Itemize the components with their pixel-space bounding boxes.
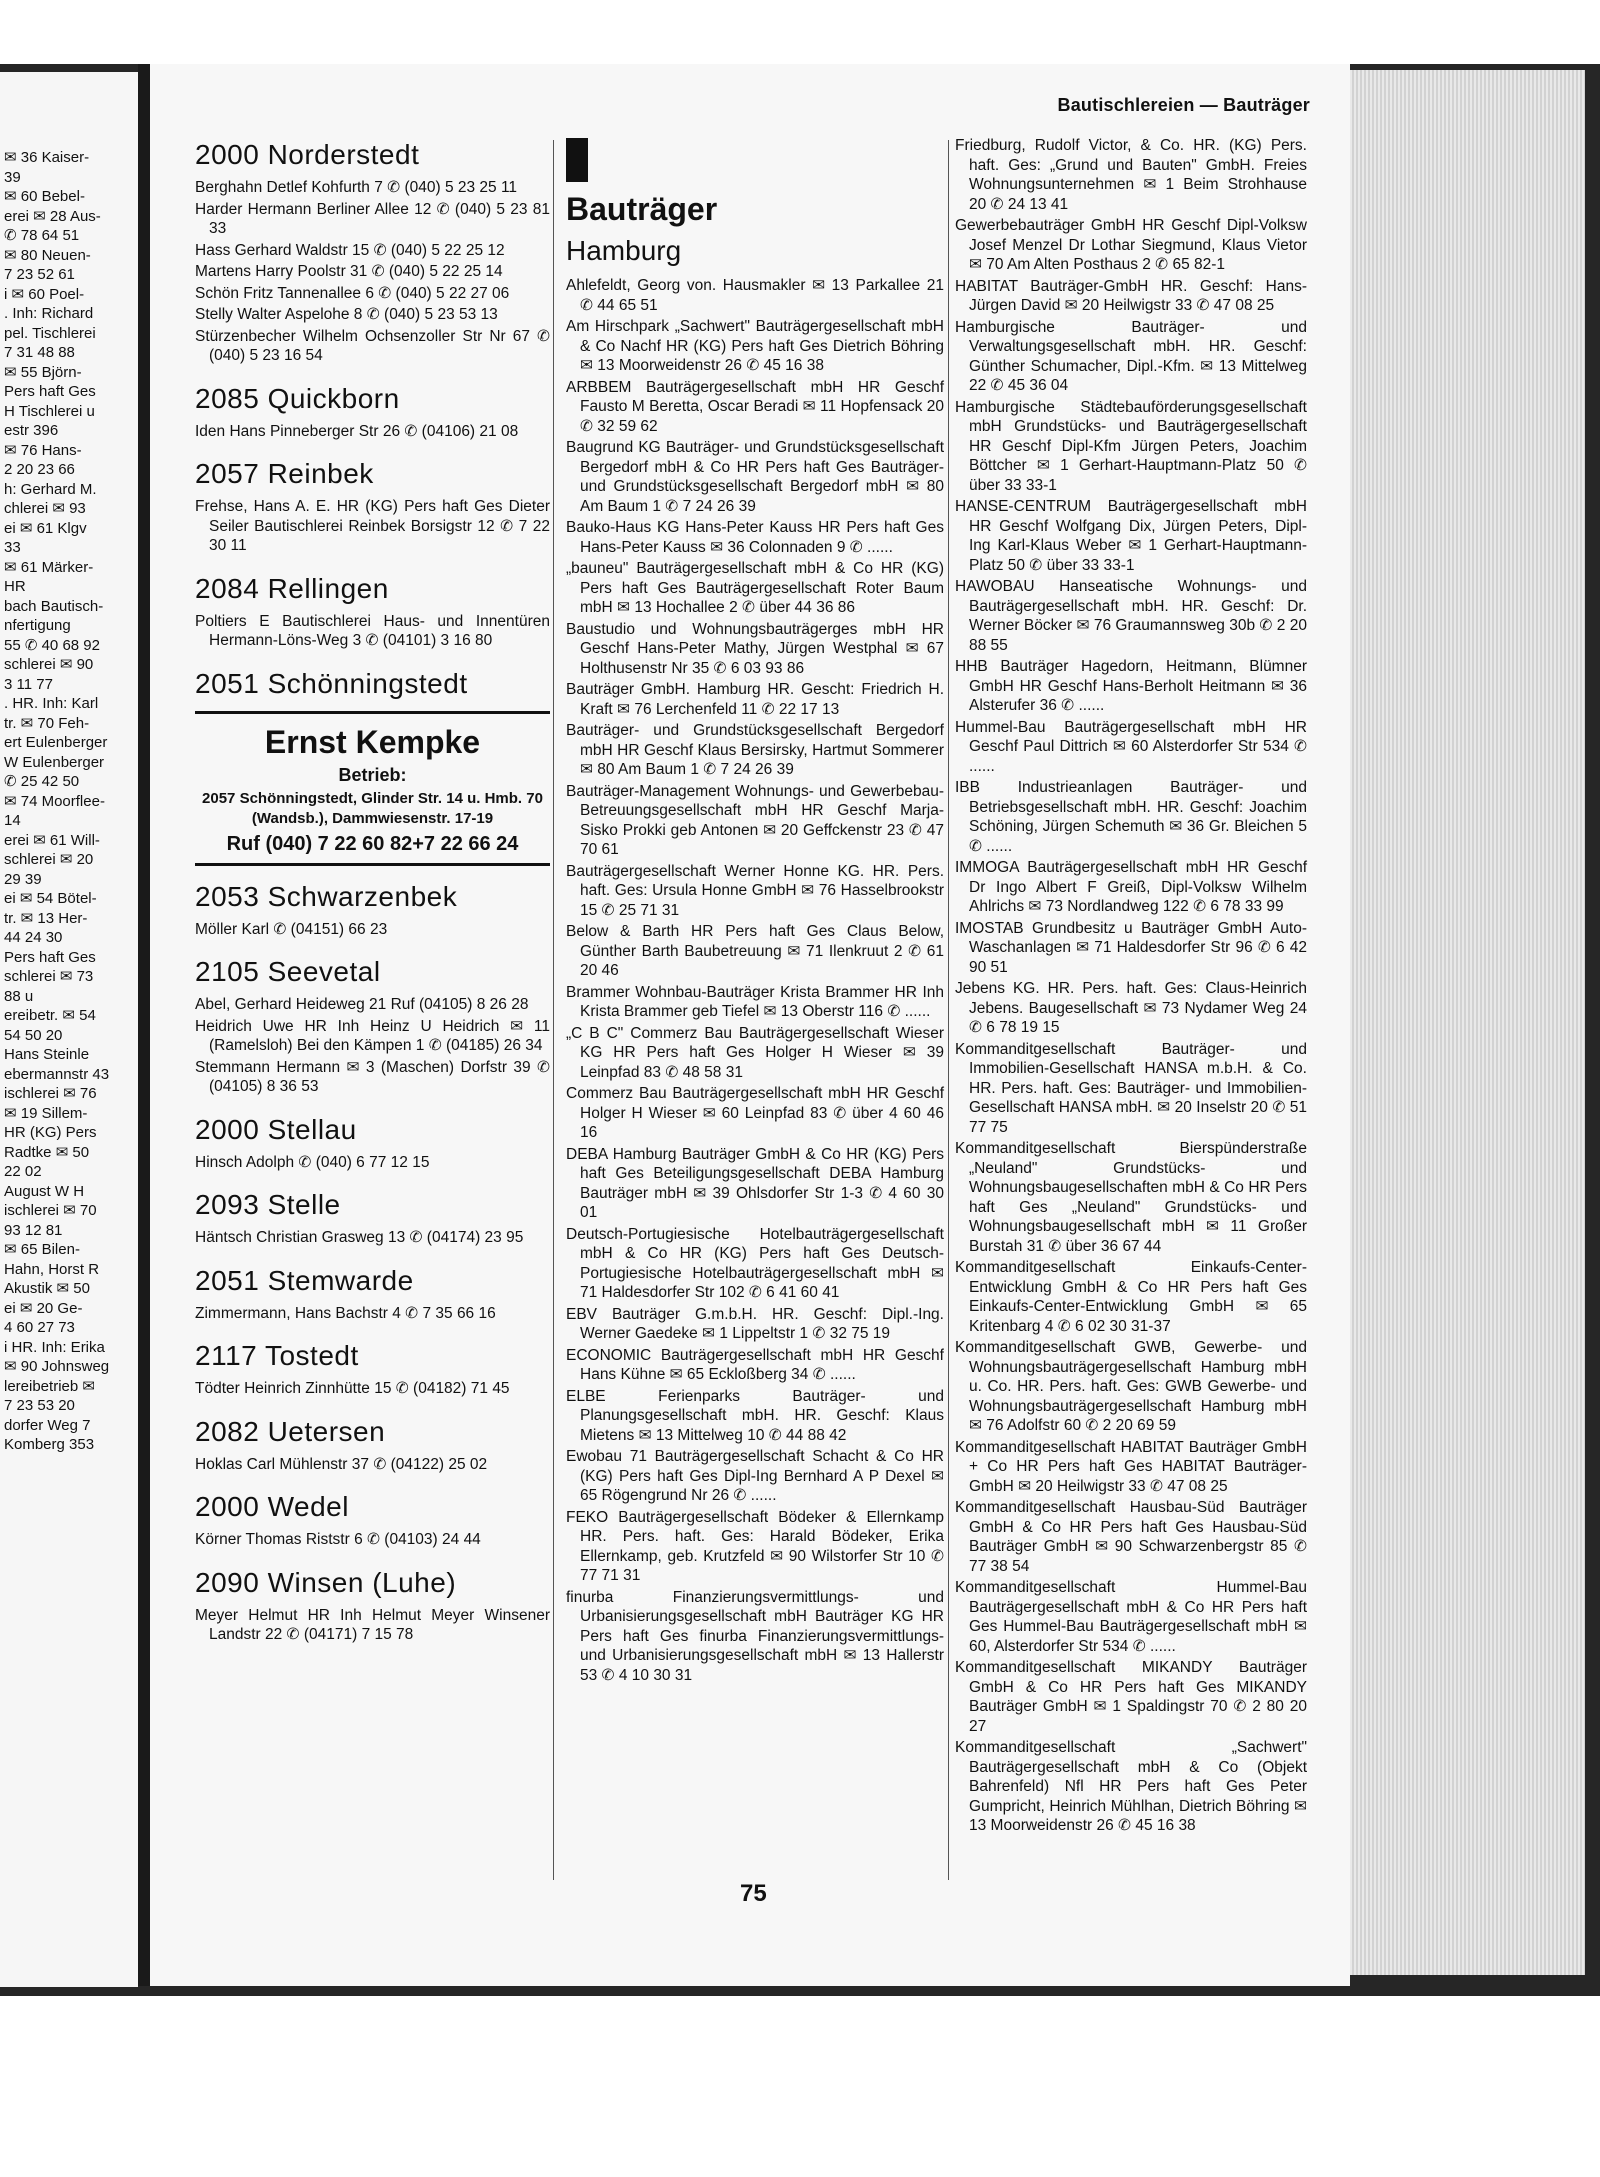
listing-entry: Häntsch Christian Grasweg 13 ✆ (04174) 23 95: [195, 1229, 524, 1246]
listing-entry: Ahlefeldt, Georg von. Hausmakler ✉ 13 Parkallee 21 ✆ 44 65 51: [566, 277, 944, 314]
left-page-line: tr. ✉ 13 Her-: [4, 909, 88, 927]
city-heading: 2093 Stelle: [195, 1189, 341, 1220]
listing-entry: Am Hirschpark „Sachwert" Bauträgergesellschaft mbH & Co Nachf HR (KG) Pers haft Ges Dietrich Böhring ✉ 13 Moorweidenstr 26 ✆ 45 16 38: [566, 318, 944, 374]
listing-entry: Poltiers E Bautischlerei Haus- und Innentüren Hermann-Löns-Weg 3 ✆ (04101) 3 16 80: [195, 612, 550, 649]
left-page-line: 14: [4, 812, 21, 829]
listing-entry: Bauko-Haus KG Hans-Peter Kauss HR Pers haft Ges Hans-Peter Kauss ✉ 36 Colonnaden 9 ✆ ......: [566, 519, 944, 556]
ad-phone: Ruf (040) 7 22 60 82+7 22 66 24: [226, 833, 519, 855]
listing-entry: Frehse, Hans A. E. HR (KG) Pers haft Ges Dieter Seiler Bautischlerei Reinbek Borsigstr 12 ✆ 7 22 30 11: [195, 498, 550, 554]
left-page-line: nfertigung: [4, 617, 71, 634]
city-heading: 2057 Reinbek: [195, 458, 374, 489]
left-page-line: i HR. Inh: Erika: [4, 1338, 105, 1356]
city-heading: 2085 Quickborn: [195, 382, 400, 414]
listing-entry: Deutsch-Portugiesische Hotelbauträgergesellschaft mbH & Co HR (KG) Pers haft Ges Deutsch-Portugiesische Hotelbauträgergesellschaft mbH ✉ 71 Haldesdorfer Str 102 ✆ 6 41 60 41: [566, 1225, 944, 1301]
listing-entry: EBV Bauträger G.m.b.H. HR. Geschf: Dipl.-Ing. Werner Gaedeke ✉ 1 Lippeltstr 1 ✆ 32 75 19: [566, 1305, 944, 1342]
listing-entry: finurba Finanzierungsvermittlungs- und Urbanisierungsgesellschaft mbH Bauträger KG HR Pers haft Ges finurba Finanzierungsvermittlungs- und Urbanisierungsgesellschaft mbH ✉ 13 Hallerstr 53 ✆ 4 10 30 31: [566, 1588, 944, 1684]
listing-entry: Hoklas Carl Mühlenstr 37 ✆ (04122) 25 02: [195, 1455, 488, 1473]
listing-entry: Kommanditgesellschaft Hausbau-Süd Bauträger GmbH & Co HR Pers haft Ges Hausbau-Süd Bauträger GmbH ✉ 90 Schwarzenbergstr 85 ✆ 77 38 54: [955, 1499, 1307, 1575]
left-page-line: ✆ 25 42 50: [4, 773, 80, 790]
left-page-line: ✉ 19 Sillem-: [4, 1104, 88, 1122]
listing-entry: IBB Industrieanlagen Bauträger- und Betriebsgesellschaft mbH. HR. Geschf: Joachim Schöning, Jürgen Schemuth ✉ 36 Gr. Bleichen 5 ✆ ......: [955, 779, 1307, 855]
listing-entry: Brammer Wohnbau-Bauträger Krista Brammer HR Inh Krista Brammer geb Tiefel ✉ 13 Oberstr 116 ✆ ......: [566, 983, 944, 1020]
column-rule: [553, 140, 554, 1880]
left-page-line: h: Gerhard M.: [4, 480, 97, 498]
running-head: Bautischlereien — Bauträger: [1057, 95, 1310, 115]
listing-entry: Baugrund KG Bauträger- und Grundstücksgesellschaft Bergedorf mbH & Co HR Pers haft Ges Bauträger- und Grundstücksgesellschaft Bergedorf mbH ✉ 80 Am Baum 1 ✆ 7 24 26 39: [566, 439, 944, 515]
ad-company-name: Ernst Kempke: [264, 723, 481, 760]
listing-entry: IMMOGA Bauträgergesellschaft mbH HR Geschf Dr Ingo Albert F Greiß, Dipl-Volksw Wilhelm Ahlrichs ✉ 73 Nordlandweg 122 ✆ 6 78 33 99: [955, 859, 1307, 915]
left-page-line: ei ✉ 20 Ge-: [4, 1299, 83, 1317]
city-heading: 2105 Seevetal: [195, 956, 381, 987]
left-page-line: . HR. Inh: Karl: [4, 695, 99, 712]
left-page-line: chlerei ✉ 93: [4, 500, 86, 517]
left-page-line: Pers haft Ges: [4, 948, 96, 966]
left-page-line: schlerei ✉ 73: [4, 968, 94, 985]
listing-entry: Martens Harry Poolstr 31 ✆ (040) 5 22 25 14: [195, 263, 503, 280]
ad-address: 2057 Schönningstedt, Glinder Str. 14 u. Hmb. 70 (Wandsb.), Dammwiesenstr. 17-19: [202, 790, 543, 827]
ad-label: Betrieb:: [338, 764, 407, 785]
column-rule: [948, 140, 949, 1880]
left-page-line: 88 u: [4, 987, 34, 1005]
listing-entry: Commerz Bau Bauträgergesellschaft mbH HR Geschf Holger H Wieser ✉ 60 Leinpfad 83 ✆ über 4 60 46 16: [566, 1085, 944, 1141]
listing-entry: Iden Hans Pinneberger Str 26 ✆ (04106) 21 08: [195, 422, 519, 440]
left-page-line: ✉ 55 Björn-: [4, 363, 82, 381]
listing-entry: Hinsch Adolph ✆ (040) 6 77 12 15: [195, 1153, 430, 1171]
city-heading: 2084 Rellingen: [195, 572, 389, 604]
left-page-line: i ✉ 60 Poel-: [4, 285, 85, 303]
listing-entry: Kommanditgesellschaft Bierspünderstraße „Neuland" Grundstücks- und Wohnungsbaugesellschaften mbH & Co HR Pers haft Ges „Neuland" Grundstücks- und Wohnungsbaugesellschaft mbH ✉ 11 Großer Burstah 31 ✆ über 36 67 44: [955, 1140, 1307, 1255]
city-heading: 2000 Norderstedt: [195, 139, 420, 170]
advertisement-box: [195, 711, 550, 866]
city-heading: 2051 Schönningstedt: [195, 667, 468, 699]
listing-entry: HABITAT Bauträger-GmbH HR. Geschf: Hans-Jürgen David ✉ 20 Heilwigstr 33 ✆ 47 08 25: [955, 277, 1307, 314]
city-heading: 2090 Winsen (Luhe): [195, 1566, 457, 1598]
left-page-line: estr 396: [4, 422, 59, 439]
left-page-line: ✉ 80 Neuen-: [4, 246, 91, 264]
left-page-line: ei ✉ 61 Klgv: [4, 519, 87, 537]
left-page-line: schlerei ✉ 90: [4, 656, 94, 673]
left-page-line: ✉ 61 Märker-: [4, 558, 94, 576]
left-page-line: dorfer Weg 7: [4, 1416, 91, 1434]
left-page-line: 7 23 53 20: [4, 1397, 75, 1414]
left-page-line: 33: [4, 539, 21, 556]
city-heading: 2082 Uetersen: [195, 1415, 386, 1447]
section-marker: [566, 138, 588, 182]
left-page-line: . Inh: Richard: [4, 305, 94, 322]
listing-entry: HANSE-CENTRUM Bauträgergesellschaft mbH HR Geschf Wolfgang Dix, Jürgen Peters, Dipl-Ing Karl-Klaus Weber ✉ 1 Gerhart-Hauptmann-Platz 50 ✆ über 33 33-1: [955, 498, 1307, 574]
listing-entry: Hass Gerhard Waldstr 15 ✆ (040) 5 22 25 12: [195, 241, 505, 259]
left-page-line: 4 60 27 73: [4, 1319, 75, 1336]
left-page-line: ert Eulenberger: [4, 734, 108, 751]
listing-entry: Below & Barth HR Pers haft Ges Claus Below, Günther Barth Baubetreuung ✉ 71 Ilenkruut 2 ✆ 61 20 46: [566, 923, 944, 979]
page-number: 75: [740, 1880, 767, 1907]
left-page-line: ✉ 74 Moorflee-: [4, 792, 105, 810]
listing-entry: Kommanditgesellschaft Hummel-Bau Bauträgergesellschaft mbH & Co HR Pers haft Ges Hummel-Bau Bauträgergesellschaft mbH ✉ 60, Alsterdorfer Str 534 ✆ ......: [955, 1579, 1307, 1655]
left-page-text: [4, 148, 134, 1455]
listing-entry: Meyer Helmut HR Inh Helmut Meyer Winsener Landstr 22 ✆ (04171) 7 15 78: [195, 1606, 550, 1643]
left-page-line: bach Bautisch-: [4, 597, 104, 615]
left-page-line: W Eulenberger: [4, 753, 105, 771]
left-page-line: ei ✉ 54 Bötel-: [4, 890, 97, 907]
page-edges: [1350, 70, 1585, 1975]
left-page-line: 2 20 23 66: [4, 461, 75, 478]
left-page-line: 39: [4, 168, 21, 186]
left-page-line: 7 23 52 61: [4, 266, 75, 283]
listing-entry: HHB Bauträger Hagedorn, Heitmann, Blümner GmbH HR Geschf Hans-Berholt Heitmann ✉ 36 Alsterufer 36 ✆ ......: [955, 658, 1307, 714]
left-page-line: Komberg 353: [4, 1436, 95, 1453]
listing-entry: HAWOBAU Hanseatische Wohnungs- und Bauträgergesellschaft mbH. HR. Geschf: Dr. Werner Böcker ✉ 76 Graumannsweg 30b ✆ 2 20 88 55: [955, 578, 1307, 654]
left-page-line: 7 31 48 88: [4, 344, 75, 361]
listing-entry: Kommanditgesellschaft MIKANDY Bauträger GmbH & Co HR Pers haft Ges MIKANDY Bauträger GmbH ✉ 1 Spaldingstr 70 ✆ 2 80 20 27: [955, 1659, 1307, 1735]
city-heading: 2000 Wedel: [195, 1491, 349, 1522]
left-page-line: schlerei ✉ 20: [4, 851, 94, 868]
listing-entry: Tödter Heinrich Zinnhütte 15 ✆ (04182) 71 45: [195, 1380, 510, 1397]
left-page-line: HR: [4, 578, 26, 595]
listing-entry: Bauträger GmbH. Hamburg HR. Gescht: Friedrich H. Kraft ✉ 76 Lerchenfeld 11 ✆ 22 17 13: [566, 681, 944, 718]
listing-entry: DEBA Hamburg Bauträger GmbH & Co HR (KG) Pers haft Ges Beteiligungsgesellschaft DEBA Hamburg Bauträger mbH ✉ 39 Ohlsdorfer Str 1-3 ✆ 4 60 30 01: [566, 1145, 944, 1221]
listing-entry: Stelly Walter Aspelohe 8 ✆ (040) 5 23 53 13: [195, 306, 498, 323]
left-page-line: ✉ 60 Bebel-: [4, 188, 85, 205]
left-page-line: 22 02: [4, 1163, 42, 1180]
left-page-line: 93 12 81: [4, 1221, 63, 1239]
listing-entry: IMOSTAB Grundbesitz u Bauträger GmbH Auto-Waschanlagen ✉ 71 Haldesdorfer Str 96 ✆ 6 42 90 51: [955, 919, 1307, 976]
left-page-line: ischlerei ✉ 70: [4, 1202, 97, 1219]
left-page-line: Radtke ✉ 50: [4, 1143, 90, 1161]
listing-entry: Zimmermann, Hans Bachstr 4 ✆ 7 35 66 16: [195, 1304, 496, 1322]
left-page-line: H Tischlerei u: [4, 402, 95, 420]
left-page-line: 44 24 30: [4, 929, 63, 946]
listing-entry: Ewobau 71 Bauträgergesellschaft Schacht & Co HR (KG) Pers haft Ges Dipl-Ing Bernhard A P Dexel ✉ 65 Rögengrund Nr 26 ✆ ......: [566, 1448, 944, 1504]
city-heading: 2051 Stemwarde: [195, 1264, 414, 1296]
listing-entry: Kommanditgesellschaft HABITAT Bauträger GmbH + Co HR Pers haft Ges HABITAT Bauträger-GmbH ✉ 20 Heilwigstr 33 ✆ 47 08 25: [955, 1438, 1307, 1495]
left-page-line: ✉ 36 Kaiser-: [4, 149, 90, 166]
listing-entry: ECONOMIC Bauträgergesellschaft mbH HR Geschf Hans Kühne ✉ 65 Eckloßberg 34 ✆ ......: [566, 1346, 944, 1383]
listing-entry: Stürzenbecher Wilhelm Ochsenzoller Str Nr 67 ✆ (040) 5 23 16 54: [195, 327, 550, 364]
listing-entry: Baustudio und Wohnungsbauträgerges mbH HR Geschf Hans-Peter Mathy, Jürgen Westphal ✉ 67 Holthusenstr Nr 35 ✆ 6 03 93 86: [566, 620, 944, 677]
left-page-line: pel. Tischlerei: [4, 324, 96, 342]
listing-entry: Bauträger- und Grundstücksgesellschaft Bergedorf mbH HR Geschf Klaus Bersirsky, Hartmut Sommerer ✉ 80 Am Baum 1 ✆ 7 24 26 39: [566, 722, 944, 778]
section-title: Bauträger: [566, 191, 718, 227]
left-page-line: ischlerei ✉ 76: [4, 1085, 97, 1102]
city-heading: 2000 Stellau: [195, 1113, 357, 1145]
left-page: [0, 72, 138, 1987]
listing-entry: Jebens KG. HR. Pers. haft. Ges: Claus-Heinrich Jebens. Baugesellschaft ✉ 73 Nydamer Weg 24 ✆ 6 78 19 15: [955, 980, 1307, 1036]
listing-entry: Möller Karl ✆ (04151) 66 23: [195, 920, 388, 938]
book-gutter: [138, 64, 150, 1986]
listing-entry: Kommanditgesellschaft Bauträger- und Immobilien-Gesellschaft HANSA m.b.H. & Co. HR. Pers. haft. Ges: Bauträger- und Immobilien-Gesellschaft HANSA mbH. ✉ 20 Inselstr 20 ✆ 51 77 75: [955, 1040, 1307, 1136]
listing-entry: ARBBEM Bauträgergesellschaft mbH HR Geschf Fausto M Beretta, Oscar Beradi ✉ 11 Hopfensack 20 ✆ 32 59 62: [566, 378, 944, 435]
listing-entry: „C B C" Commerz Bau Bauträgergesellschaft Wieser KG HR Pers haft Ges Holger H Wieser ✉ 39 Leinpfad 83 ✆ 48 58 31: [566, 1024, 944, 1081]
column-b: [566, 138, 944, 1687]
left-page-line: ✉ 65 Bilen-: [4, 1241, 80, 1258]
city-heading: 2053 Schwarzenbek: [195, 880, 458, 912]
left-page-line: 29 39: [4, 870, 42, 888]
left-page-line: 3 11 77: [4, 675, 53, 693]
left-page-line: 54 50 20: [4, 1026, 63, 1044]
left-page-line: Pers haft Ges: [4, 383, 96, 400]
listing-entry: Abel, Gerhard Heideweg 21 Ruf (04105) 8 26 28: [195, 996, 529, 1013]
listing-entry: Bauträger-Management Wohnungs- und Gewerbebau-Betreuungsgesellschaft mbH HR Geschf Marja-Sisko Prokki geb Antonen ✉ 20 Geffckenstr 23 ✆ 47 70 61: [566, 782, 944, 858]
listing-entry: Kommanditgesellschaft GWB, Gewerbe- und Wohnungsbauträgergesellschaft Hamburg mbH u. Co. HR. Pers. haft. Ges: GWB Gewerbe- und Wohnungsbauträgergesellschaft Hamburg mbH ✉ 76 Adolfstr 60 ✆ 2 20 69 59: [955, 1339, 1307, 1434]
left-page-line: Akustik ✉ 50: [4, 1280, 90, 1297]
listing-entry: Bauträgergesellschaft Werner Honne KG. HR. Pers. haft. Ges: Ursula Honne GmbH ✉ 76 Hasselbrookstr 15 ✆ 25 71 31: [566, 862, 944, 919]
left-page-line: Hans Steinle: [4, 1046, 90, 1063]
left-page-line: lereibetrieb ✉: [4, 1377, 95, 1395]
left-page-line: ✆ 78 64 51: [4, 227, 80, 244]
section-city: Hamburg: [566, 235, 682, 266]
left-page-line: tr. ✉ 70 Feh-: [4, 714, 90, 732]
listing-entry: Heidrich Uwe HR Inh Heinz U Heidrich ✉ 11 (Ramelsloh) Bei den Kämpen 1 ✆ (04185) 26 34: [195, 1017, 550, 1054]
listing-entry: FEKO Bauträgergesellschaft Bödeker & Ellernkamp HR. Pers. haft. Ges: Harald Bödeker, Erika Ellernkamp, geb. Krutzfeld ✉ 90 Wilstorfer Str 10 ✆ 77 71 31: [566, 1508, 944, 1584]
column-a: [195, 138, 550, 1647]
left-page-line: ereibetr. ✉ 54: [4, 1007, 96, 1024]
left-page-line: Hahn, Horst R: [4, 1260, 100, 1278]
listing-entry: Berghahn Detlef Kohfurth 7 ✆ (040) 5 23 25 11: [195, 179, 518, 196]
left-page-line: erei ✉ 61 Will-: [4, 831, 100, 849]
listing-entry: Kommanditgesellschaft Einkaufs-Center-Entwicklung GmbH & Co HR Pers haft Ges Einkaufs-Center-Entwicklung GmbH ✉ 65 Kritenbarg 4 ✆ 6 02 30 31-37: [955, 1259, 1307, 1335]
listing-entry: Kommanditgesellschaft „Sachwert" Bauträgergesellschaft mbH & Co (Objekt Bahrenfeld) Nfl HR Pers haft Ges Peter Gumpricht, Heinrich Mühlhan, Dietrich Böhring ✉ 13 Moorweidenstr 26 ✆ 45 16 38: [955, 1739, 1307, 1834]
left-page-line: 55 ✆ 40 68 92: [4, 636, 100, 654]
left-page-line: HR (KG) Pers: [4, 1124, 97, 1141]
left-page-line: erei ✉ 28 Aus-: [4, 207, 101, 225]
listing-entry: Hummel-Bau Bauträgergesellschaft mbH HR Geschf Paul Dittrich ✉ 60 Alsterdorfer Str 534 ✆ ......: [955, 718, 1307, 775]
listing-entry: Körner Thomas Riststr 6 ✆ (04103) 24 44: [195, 1531, 481, 1548]
listing-entry: Stemmann Hermann ✉ 3 (Maschen) Dorfstr 39 ✆ (04105) 8 36 53: [195, 1058, 550, 1095]
left-page-line: August W H: [4, 1182, 85, 1200]
listing-entry: „bauneu" Bauträgergesellschaft mbH & Co HR (KG) Pers haft Ges Bauträgergesellschaft Roter Baum mbH ✉ 13 Hochallee 2 ✆ über 44 36 86: [566, 560, 944, 616]
listing-entry: Hamburgische Bauträger- und Verwaltungsgesellschaft mbH. HR. Geschf: Günther Schumacher, Dipl.-Kfm. ✉ 13 Mittelweg 22 ✆ 45 36 04: [955, 318, 1307, 394]
listing-entry: Schön Fritz Tannenallee 6 ✆ (040) 5 22 27 06: [195, 284, 510, 302]
listing-entry: ELBE Ferienparks Bauträger- und Planungsgesellschaft mbH. HR. Geschf: Klaus Mietens ✉ 13 Mittelweg 10 ✆ 44 88 42: [566, 1387, 944, 1444]
column-c: [955, 136, 1307, 1838]
city-heading: 2117 Tostedt: [195, 1340, 359, 1371]
left-page-line: ✉ 76 Hans-: [4, 441, 82, 459]
left-page-line: ebermannstr 43: [4, 1065, 110, 1083]
listing-entry: Friedburg, Rudolf Victor, & Co. HR. (KG) Pers. haft. Ges: „Grund und Bauten" GmbH. Freies Wohnungsunternehmen ✉ 1 Beim Strohhause 20 ✆ 24 13 41: [955, 137, 1307, 213]
listing-entry: Hamburgische Städtebauförderungsgesellschaft mbH Grundstücks- und Bauträgergesellschaft HR Geschf Dipl-Kfm Jürgen Peters, Joachim Böttcher ✉ 1 Gerhart-Hauptmann-Platz 50 ✆ über 33 33-1: [955, 398, 1307, 494]
listing-entry: Harder Hermann Berliner Allee 12 ✆ (040) 5 23 81 33: [195, 200, 550, 237]
left-page-line: ✉ 90 Johnsweg: [4, 1358, 110, 1375]
listing-entry: Gewerbebauträger GmbH HR Geschf Dipl-Volksw Josef Menzel Dr Lothar Siegmund, Klaus Vietor ✉ 70 Am Alten Posthaus 2 ✆ 65 82-1: [955, 217, 1307, 273]
